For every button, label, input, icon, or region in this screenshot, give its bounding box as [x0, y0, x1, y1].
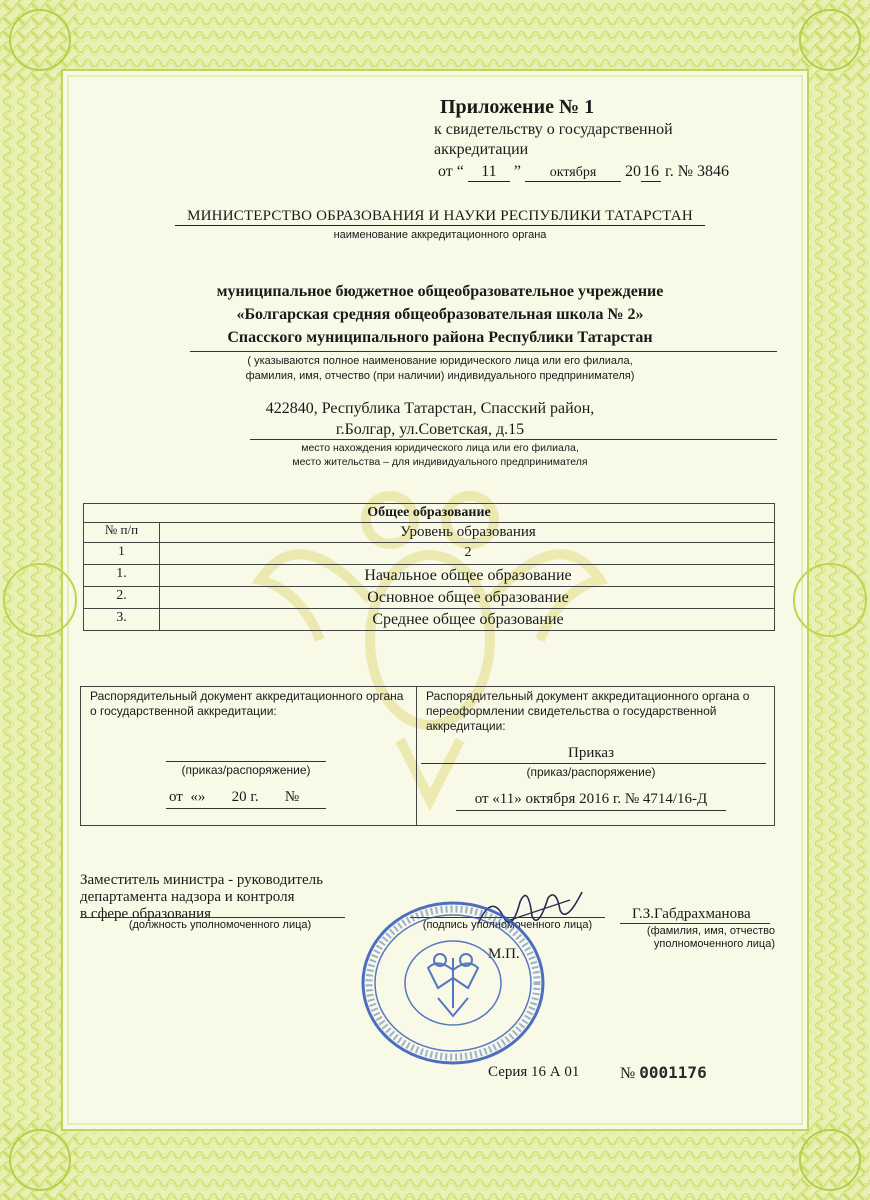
appendix-date-line: [438, 163, 729, 182]
column-header-number: № п/п: [104, 522, 139, 537]
date-month: октября: [525, 165, 621, 182]
left-doc-date-line: от «» 20 г. №: [169, 789, 300, 805]
table-row-level: Основное общее образование: [367, 589, 569, 606]
accreditation-docs-box: [80, 686, 775, 826]
ministry-caption: наименование аккредитационного органа: [333, 229, 547, 241]
right-doc-type: Приказ: [567, 745, 614, 761]
right-doc-rule: [421, 763, 766, 764]
address-line1: 422840, Республика Татарстан, Спасский район,: [265, 400, 595, 417]
date-year: 16: [643, 163, 659, 180]
table-row-number: 1.: [116, 566, 127, 581]
position-line3: в сфере образования: [80, 906, 212, 922]
organization-caption2: фамилия, имя, отчество (при наличии) индивидуального предпринимателя): [245, 370, 635, 382]
name-caption2: уполномоченного лица): [653, 938, 775, 950]
date-day: 11: [468, 163, 510, 182]
table-title: Общее образование: [367, 505, 491, 520]
column-index-1: 1: [118, 543, 125, 558]
blank-series: Серия 16 А 01: [488, 1064, 580, 1080]
official-seal: [358, 898, 548, 1068]
appendix-subtitle: к свидетельству о государственной аккредитации: [434, 121, 673, 158]
address-caption: [180, 441, 700, 469]
left-doc-type-caption: (приказ/распоряжение): [181, 763, 311, 777]
date-quote: ”: [513, 163, 521, 180]
address-line2: г.Болгар, ул.Советская, д.15: [335, 421, 525, 438]
ministry-name: МИНИСТЕРСТВО ОБРАЗОВАНИЯ И НАУКИ РЕСПУБЛИКИ ТАТАРСТАН: [175, 208, 705, 226]
position-caption: (должность уполномоченного лица): [128, 919, 312, 931]
organization-line2: «Болгарская средняя общеобразовательная школа № 2»: [236, 306, 644, 323]
education-table: [83, 503, 775, 631]
signatory-position: [80, 872, 350, 923]
right-doc-date-rule: [456, 810, 726, 811]
right-doc-date-line: от «11» октября 2016 г. № 4714/16-Д: [474, 791, 708, 807]
address-caption2: место жительства – для индивидуального предпринимателя: [292, 456, 588, 468]
organization-line1: муниципальное бюджетное общеобразовательное учреждение: [216, 283, 664, 300]
position-rule: [80, 917, 345, 918]
position-line1: Заместитель министра - руководитель: [80, 872, 323, 888]
date-year-prefix: 20: [625, 163, 641, 180]
table-rule: [84, 608, 774, 609]
organization-caption1: ( указываются полное наименование юридического лица или его филиала,: [247, 355, 633, 367]
table-row-number: 2.: [116, 588, 127, 603]
name-caption: [625, 925, 775, 951]
address-rule: [250, 439, 777, 440]
date-prefix: от “: [438, 163, 464, 180]
table-rule: [84, 586, 774, 587]
name-rule: [620, 923, 770, 924]
organization-caption: [150, 354, 730, 384]
blank-number: [620, 1063, 707, 1083]
signatory-name: Г.З.Габдрахманова: [632, 906, 751, 922]
table-rule: [84, 564, 774, 565]
seal-place-mark: М.П.: [488, 946, 520, 962]
organization-rule: [190, 351, 777, 352]
organization-name: [100, 280, 780, 349]
number-label: №: [620, 1065, 636, 1082]
docs-divider: [416, 687, 417, 825]
left-doc-heading: Распорядительный документ аккредитационного органа о государственной аккредитации:: [90, 689, 404, 718]
position-line2: департамента надзора и контроля: [80, 889, 295, 905]
organization-line3: Спасского муниципального района Республики Татарстан: [227, 329, 653, 346]
right-doc-heading: Распорядительный документ аккредитационного органа о переоформлении свидетельства о государственной аккредитации:: [426, 689, 750, 733]
address: [140, 398, 720, 440]
left-doc-date-rule: [166, 808, 326, 809]
column-header-level: Уровень образования: [400, 524, 536, 540]
table-rule: [84, 522, 774, 523]
appendix-title: Приложение № 1: [440, 96, 595, 118]
table-row-number: 3.: [116, 610, 127, 625]
address-caption1: место нахождения юридического лица или его филиала,: [301, 442, 579, 454]
left-doc-rule: [166, 761, 326, 762]
number-value: 0001176: [639, 1063, 707, 1082]
right-doc-type-caption: (приказ/распоряжение): [526, 765, 656, 779]
table-col-rule: [159, 522, 160, 630]
table-row-level: Начальное общее образование: [364, 567, 572, 584]
table-row-level: Среднее общее образование: [372, 611, 564, 628]
column-index-2: 2: [464, 545, 472, 560]
table-rule: [84, 542, 774, 543]
certificate-number: г. № 3846: [665, 163, 730, 180]
name-caption1: (фамилия, имя, отчество: [646, 925, 775, 937]
table-top-rule: [84, 503, 774, 504]
signature-caption: (подпись уполномоченного лица): [422, 919, 593, 931]
